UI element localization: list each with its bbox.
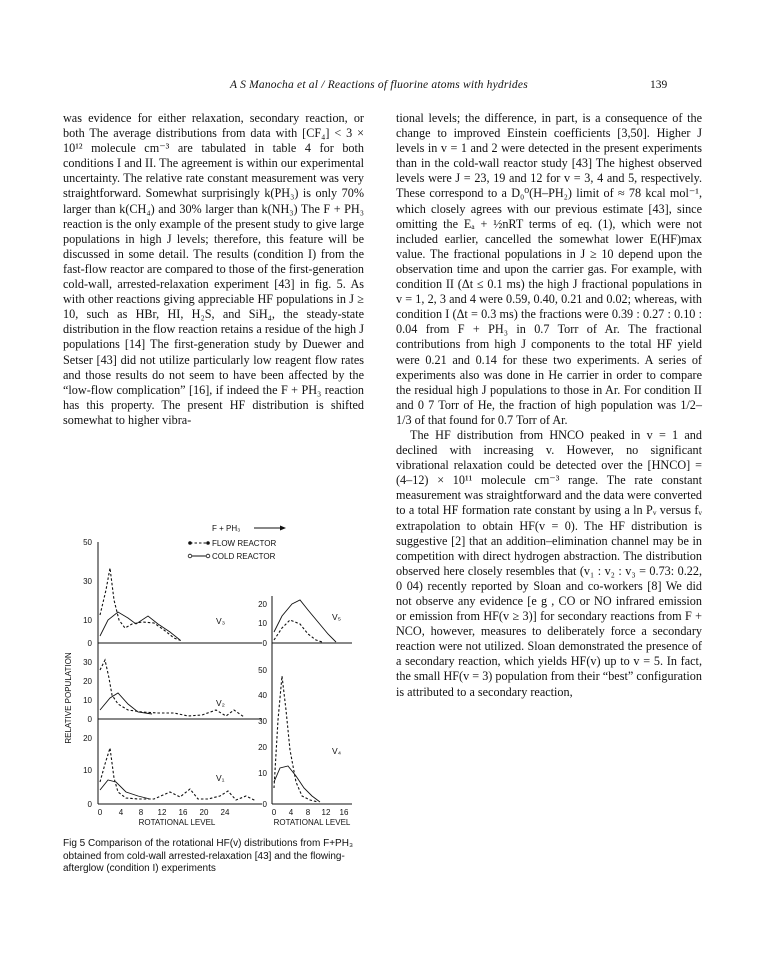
x-tick-label: 4	[288, 808, 294, 817]
tick-label: 10	[83, 616, 92, 625]
x-tick-label: 16	[178, 808, 188, 817]
running-title: A S Manocha et al / Reactions of fluorine atoms with hydrides	[230, 79, 528, 91]
x-tick-label: 16	[339, 808, 349, 817]
panel-label-v5: V₅	[332, 612, 342, 622]
tick-label: 20	[83, 734, 92, 743]
v1-cold-curve	[100, 780, 150, 799]
v2-cold-curve	[100, 693, 152, 714]
x-tick-label: 0	[97, 808, 103, 817]
x-tick-label: 8	[305, 808, 311, 817]
v3-flow-curve	[100, 568, 182, 641]
x-axis-label-right: ROTATIONAL LEVEL	[273, 818, 351, 827]
tick-label: 10	[83, 696, 92, 705]
right-column	[396, 111, 702, 700]
tick-label: 20	[258, 600, 267, 609]
legend-flow-label: FLOW REACTOR	[212, 539, 277, 548]
v4-flow-curve	[274, 676, 318, 802]
tick-label: 10	[258, 619, 267, 628]
figure-5	[62, 520, 362, 830]
panel-label-v1: V₁	[216, 773, 225, 783]
legend-flow-marker	[188, 541, 192, 545]
legend-cold-label: COLD REACTOR	[212, 552, 276, 561]
v1-flow-curve	[100, 748, 256, 801]
tick-label: 10	[83, 766, 92, 775]
left-paragraph: was evidence for either relaxation, secondary reaction, or both The average distributions from data with [CF₄] < 3 × 10¹² molecule cm⁻³ are tabulated in table 4 for both conditions I and II. The agreement is within our experimental uncertainty. The relative rate constant measurement was very straightforward. Somewhat surprisingly k(PH₃) is only 70% larger than k(CH₄) and 30% larger than k(NH₃) The F + PH₃ reaction is the only example of the present study to give large populations in high J levels; therefore, this feature will be discussed in some detail. The results (condition I) from the fast-flow reactor are compared to those of the first-generation cold-wall, arrested-relaxation experiment [43] in fig. 5. As with other reactions giving appreciable HF populations in J ≥ 10, such as HBr, HI, H₂S, and SiH₄, the steady-state distribution in the flow reaction retains a residue of the high J populations [14] The first-generation study by Duewer and Setser [43] did not utilize particularly low reagent flow rates and those results do not seem to have been affected by the “low-flow complication” [16], if indeed the F + PH₃ reaction has this property. The present HF distribution is shifted somewhat to higher vibra-	[63, 111, 364, 427]
x-tick-label: 24	[220, 808, 230, 817]
right-paragraph: tional levels; the difference, in part, is a consequence of the change to improved Einstein coefficients [3,50]. Higher J levels in v = 1 and 2 were detected in the present experiments than in the cold-wall reactor study [43] The highest observed levels were J = 23, 19 and 12 for v = 3, 4 and 5, respectively. These correspond to a D₀⁰(H–PH₂) limit of ≈ 78 kcal mol⁻¹, which closely agrees with our previous estimate [43], since omitting the Eₐ + ½nRT terms of eq. (1), which were not included earlier, cancelled the somewhat lower E(HF)max value. The fractional populations in J ≥ 10 depend upon the observation time and upon the carrier gas. For example, with condition II (Δt ≤ 0.1 ms) the high J fractional populations in v = 1, 2, 3 and 4 were 0.59, 0.40, 0.21 and 0.02; whereas, with condition I (Δt = 0.3 ms) the fractions were 0.39 : 0.27 : 0.10 : 0.04 from F + PH₃ in 0.7 Torr of Ar. The fractional contributions from high J components to the total HF yield were 0.21 and 0.14 for these two experiments. A series of experiments also was done in He carrier in order to compare the residual high J populations to those in Ar. For condition II and 0 7 Torr of He, the fraction of high population was 1/2–1/3 of that found for 0.7 Torr of Ar.	[396, 111, 702, 427]
tick-label: 0	[262, 800, 267, 809]
x-tick-label: 20	[199, 808, 209, 817]
right-paragraph: The HF distribution from HNCO peaked in v = 1 and declined with increasing v. However, no significant vibrational relaxation could be detected over the [HNCO] = (4–12) × 10¹¹ molecule cm⁻³ range. The rate constant measurement was straightforward and the data were converted to a total HF formation rate constant by using a ln Pᵥ versus fᵥ extrapolation to obtain HF(v = 0). The HF distribution is suggestive [2] that an addition–elimination channel may be in competition with direct hydrogen abstraction. The distribution observed here closely resembles that (v₁ : v₂ : v₃ = 0.73: 0.22, 0 04) recently reported by Sloan and co-workers [8] We did not observe any evidence [e g , CO or NO infrared emission or emission from HF(v ≥ 3)] for secondary reactions from F + NCO, however, measures to deliberately force a secondary reaction were not utilized. Sloan demonstrated the presence of a secondary reaction, which yields HF(v) up to v = 5. In fact, the small HF(v = 3) population from their “best” configuration is attributed to a secondary reaction,	[396, 427, 702, 699]
y-axis-label: RELATIVE POPULATION	[64, 652, 73, 744]
tick-label: 0	[87, 715, 92, 724]
running-header	[0, 79, 769, 99]
tick-label: 50	[83, 538, 92, 547]
panel-label-v2: V₂	[216, 698, 225, 708]
x-tick-label: 12	[157, 808, 167, 817]
page-number: 139	[650, 79, 668, 91]
tick-label: 30	[83, 577, 92, 586]
legend-flow-marker	[206, 541, 210, 545]
tick-label: 30	[258, 717, 267, 726]
v2-flow-curve	[100, 660, 244, 717]
v5-flow-curve	[274, 620, 322, 642]
tick-label: 0	[87, 800, 92, 809]
legend-arrow-head	[280, 526, 286, 531]
x-tick-label: 12	[321, 808, 331, 817]
tick-label: 30	[83, 658, 92, 667]
v3-cold-curve	[100, 612, 180, 640]
tick-label: 20	[83, 677, 92, 686]
tick-label: 10	[258, 769, 267, 778]
legend-title: F + PH₃	[212, 524, 241, 533]
tick-label: 50	[258, 666, 267, 675]
x-tick-label: 0	[271, 808, 277, 817]
tick-label: 0	[262, 639, 267, 648]
tick-label: 20	[258, 743, 267, 752]
x-tick-label: 8	[138, 808, 144, 817]
x-axis-label-left: ROTATIONAL LEVEL	[138, 818, 216, 827]
left-column	[63, 111, 364, 428]
panel-label-v3: V₃	[216, 616, 226, 626]
figure-5-plot	[62, 520, 362, 830]
tick-label: 0	[87, 639, 92, 648]
figure-caption: Fig 5 Comparison of the rotational HF(v) distributions from F+PH₃ obtained from cold-wall arrested-relaxation [43] and the flowing-afterglow (condition I) experiments	[63, 838, 354, 875]
legend-cold-marker	[206, 554, 210, 558]
x-tick-label: 4	[118, 808, 124, 817]
tick-label: 40	[258, 691, 267, 700]
panel-label-v4: V₄	[332, 746, 342, 756]
legend-cold-marker	[188, 554, 192, 558]
v5-cold-curve	[274, 600, 336, 642]
